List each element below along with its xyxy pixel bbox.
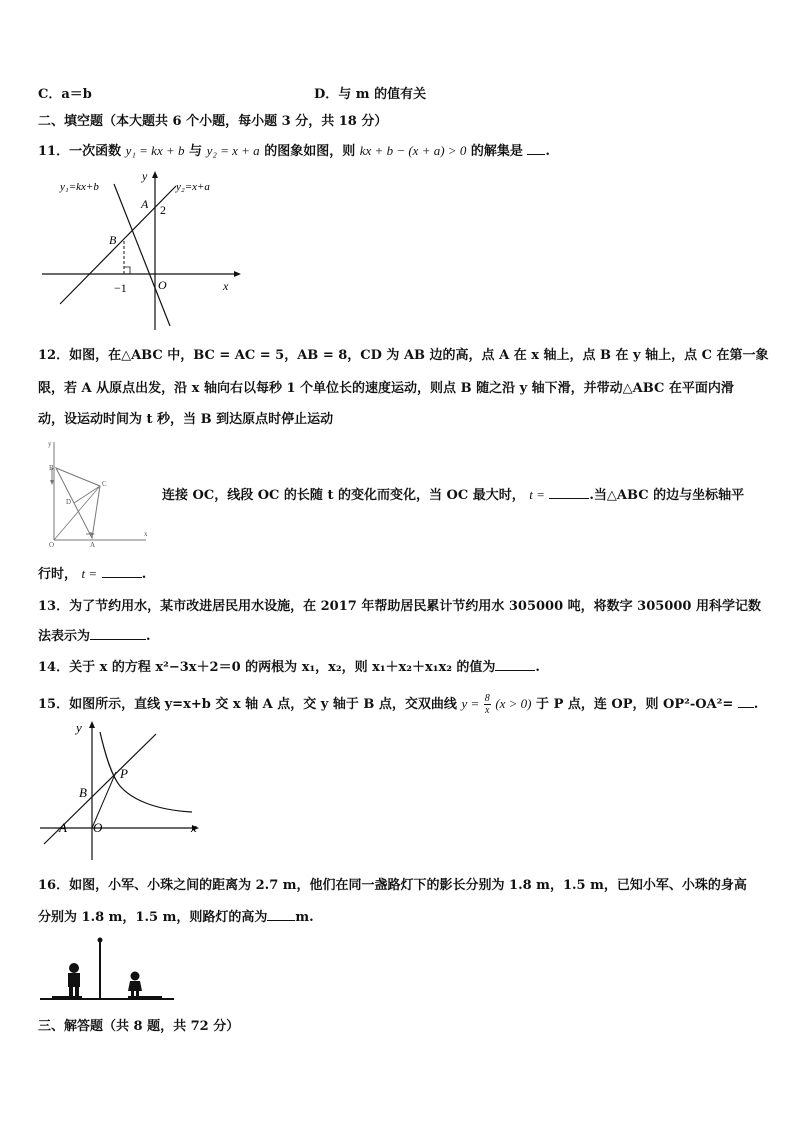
q15-fraction-numerator: 8 xyxy=(484,693,490,704)
q12-altitude-cd xyxy=(74,486,100,503)
q15-y-eq: y = xyxy=(461,696,480,711)
q11-label-neg1: −1 xyxy=(114,281,127,295)
q14-text-b: . xyxy=(535,660,540,675)
q12-label-c: C xyxy=(102,480,107,488)
q11-right-angle-mark xyxy=(124,267,130,274)
q11-label-y1: y₁=kx+b xyxy=(60,181,99,193)
q12-label-o: O xyxy=(49,541,55,548)
q12-answer-blank-1[interactable] xyxy=(549,498,589,499)
q12-line5b: . xyxy=(141,567,147,582)
q11-end: . xyxy=(545,144,550,159)
q11-text-before: 11．一次函数 xyxy=(38,144,122,159)
q12-line-2: 限，若 A 从原点出发，沿 x 轴向右以每秒 1 个单位长的速度运动，则点 B 随之沿 y 轴下滑，并带动△ABC 在平面内滑 xyxy=(38,381,734,396)
q16-line2b: m. xyxy=(295,910,314,925)
q16-line-1: 16．如图，小军、小珠之间的距离为 2.7 m，他们在同一盏路灯下的影长分别为 1.8 m，1.5 m，已知小军、小珠的身高 xyxy=(38,878,747,893)
question-11 xyxy=(38,140,550,159)
q11-label-x: x xyxy=(223,279,229,293)
q13-line-1: 13．为了节约用水，某市改进居民用水设施，在 2017 年帮助居民累计节约用水 305000 吨，将数字 305000 用科学记数 xyxy=(38,599,761,614)
q11-y-arrow-icon xyxy=(152,171,158,178)
q11-text-after: 的解集是 xyxy=(470,144,523,159)
q11-label-b: B xyxy=(109,233,117,247)
option-c: C．a＝b xyxy=(38,87,92,102)
q15-text-a: 15．如图所示，直线 y=x+b 交 x 轴 A 点，交 y 轴于 B 点，交双曲线 xyxy=(38,697,457,712)
q15-text-b: 于 P 点，连 OP，则 OP²-OA²= xyxy=(536,697,734,712)
q12-label-a: A xyxy=(90,541,96,548)
q11-x-arrow-icon xyxy=(234,271,241,277)
question-15 xyxy=(38,693,758,716)
q11-label-a: A xyxy=(141,197,149,211)
q16-lamp-icon xyxy=(98,938,103,943)
q12-line-1: 12．如图，在△ABC 中，BC = AC = 5，AB = 8，CD 为 AB 边的高，点 A 在 x 轴上，点 B 在 y 轴上，点 C 在第一象 xyxy=(38,348,769,363)
q15-hyperbola-figure xyxy=(38,718,202,864)
q12-line-5 xyxy=(38,563,146,582)
q12-line-3: 动，设运动时间为 t 秒，当 B 到达原点时停止运动 xyxy=(38,412,334,427)
option-d: D．与 m 的值有关 xyxy=(314,87,427,102)
q15-text-c: . xyxy=(753,697,759,712)
section-title-fill-in: 二、填空题（本大题共 6 个小题，每小题 3 分，共 18 分） xyxy=(38,114,388,129)
q12-triangle-abc xyxy=(56,468,100,538)
q12-down-arrowhead-icon xyxy=(50,480,54,485)
q13-answer-blank[interactable] xyxy=(90,639,146,640)
q14-text-a: 14．关于 x 的方程 x²−3x＋2＝0 的两根为 x₁，x₂，则 x₁＋x₂＋x₁x₂ 的值为 xyxy=(38,660,496,675)
q13-line-2 xyxy=(38,625,151,644)
q15-condition: (x > 0) xyxy=(495,696,532,711)
q15-label-x: x xyxy=(191,820,197,835)
q13-line2a: 法表示为 xyxy=(38,629,91,644)
q11-answer-blank[interactable] xyxy=(527,154,545,155)
q12-label-d: D xyxy=(66,498,72,506)
q16-streetlight-figure xyxy=(38,935,178,1005)
q11-label-y: y xyxy=(142,169,148,183)
q16-line-2 xyxy=(38,906,314,925)
q11-mid2: 的图象如图，则 xyxy=(264,144,356,159)
q12-label-y: y xyxy=(48,440,52,448)
q15-label-p: P xyxy=(120,766,128,781)
q12-line4b: .当△ABC 的边与坐标轴平 xyxy=(589,488,745,503)
q12-t-eq-2: t = xyxy=(81,566,98,581)
q12-label-b: B xyxy=(49,464,54,472)
q12-line5a: 行时， xyxy=(38,567,78,582)
q15-label-a: A xyxy=(59,820,67,835)
q11-label-2: 2 xyxy=(160,203,166,217)
q11-mid1: 与 xyxy=(189,144,203,159)
q16-xiaozhu-figure-icon xyxy=(128,972,142,998)
q16-xiaojun-figure-icon xyxy=(68,963,80,997)
q11-inequality: kx + b − (x + a) > 0 xyxy=(359,143,467,158)
q11-label-o: O xyxy=(158,278,167,292)
q12-t-eq: t = xyxy=(529,487,545,502)
q15-label-b: B xyxy=(79,785,87,800)
q15-label-o: O xyxy=(93,820,103,835)
q16-line2a: 分别为 1.8 m，1.5 m，则路灯的高为 xyxy=(38,910,268,925)
q16-answer-blank[interactable] xyxy=(267,920,295,921)
q11-y2-expr: y₂ = x + a xyxy=(206,143,260,158)
q15-answer-blank[interactable] xyxy=(738,707,754,708)
q12-label-x: x xyxy=(144,530,148,538)
section-title-solutions: 三、解答题（共 8 题，共 72 分） xyxy=(38,1019,240,1034)
q15-fraction xyxy=(484,693,491,716)
q11-y1-expr: y₁ = kx + b xyxy=(125,143,185,158)
q12-line-4 xyxy=(162,484,744,503)
q12-line4a: 连接 OC，线段 OC 的长随 t 的变化而变化，当 OC 最大时， xyxy=(162,488,525,503)
q15-fraction-denominator: x xyxy=(485,705,490,716)
q13-line2b: . xyxy=(146,629,151,644)
q12-triangle-figure xyxy=(46,438,152,548)
q12-answer-blank-2[interactable] xyxy=(102,577,142,578)
q11-label-y2: y₂=x+a xyxy=(176,181,210,193)
q15-y-arrow-icon xyxy=(89,721,95,728)
q11-graph-figure xyxy=(38,168,242,334)
q14-answer-blank[interactable] xyxy=(495,670,535,671)
q15-label-y: y xyxy=(76,720,82,735)
question-14 xyxy=(38,656,540,675)
